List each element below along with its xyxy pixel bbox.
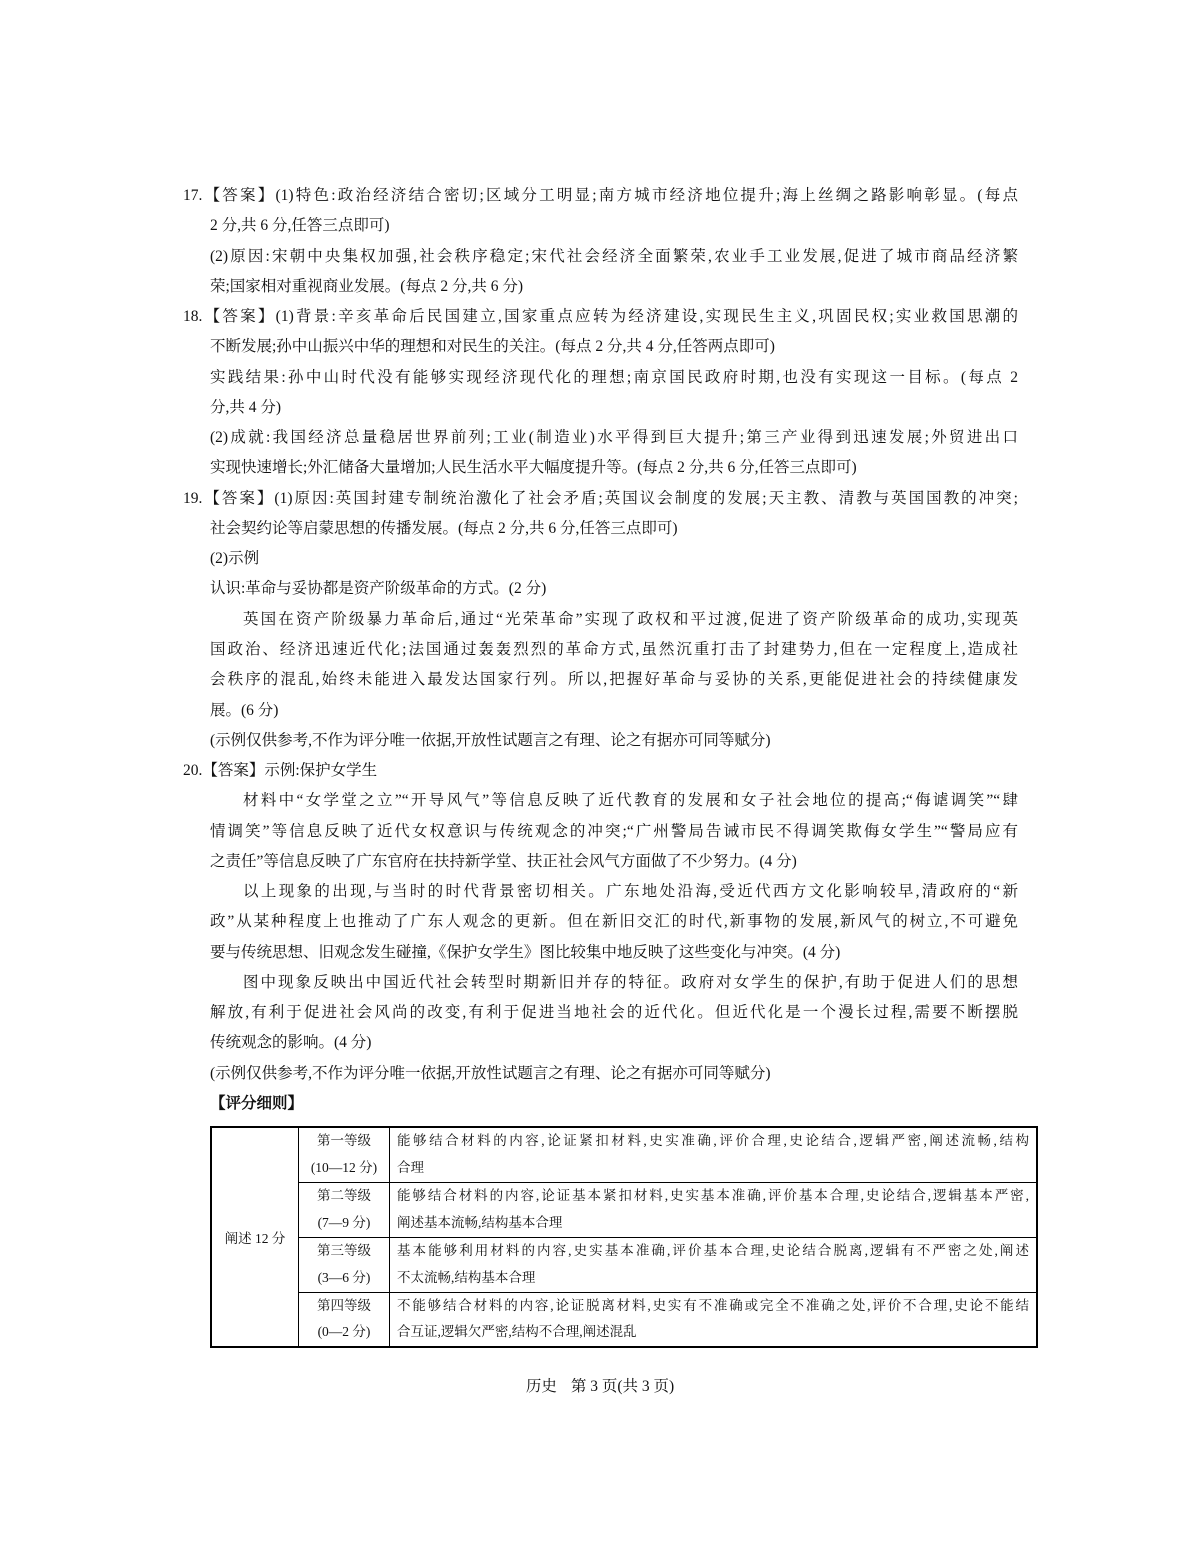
answer-18-line: 实现快速增长;外汇储备大量增加;人民生活水平大幅度提升等。(每点 2 分,共 6 分,任答三点即可) xyxy=(210,459,857,477)
answer-19-line: 英国在资产阶级暴力革命后,通过“光荣革命”实现了政权和平过渡,促进了资产阶级革命的成功,实现英 xyxy=(243,610,1018,628)
answer-20-line: 要与传统思想、旧观念发生碰撞,《保护女学生》图比较集中地反映了这些变化与冲突。(4 分) xyxy=(210,943,841,961)
level-cell xyxy=(299,1182,390,1237)
footer-page-number: 第 3 页(共 3 页) xyxy=(570,1378,675,1395)
level-description-line: 合理 xyxy=(397,1159,424,1175)
answer-19-note: (示例仅供参考,不作为评分唯一依据,开放性试题言之有理、论之有据亦可同等赋分) xyxy=(210,731,771,749)
level-description-line: 不能够结合材料的内容,论证脱离材料,史实有不准确或完全不准确之处,评价不合理,史论不能结 xyxy=(397,1297,1029,1313)
answer-20-line: 以上现象的出现,与当时的时代背景密切相关。广东地处沿海,受近代西方文化影响较早,清政府的“新 xyxy=(243,883,1018,901)
level-cell xyxy=(299,1237,390,1292)
answer-18-line: 不断发展;孙中山振兴中华的理想和对民生的关注。(每点 2 分,共 4 分,任答两点即可) xyxy=(210,338,775,356)
scoring-category: 阐述 12 分 xyxy=(211,1127,299,1347)
level-description-line: 不太流畅,结构基本合理 xyxy=(397,1269,536,1285)
answer-17-line: 17.【答案】(1)特色:政治经济结合密切;区域分工明显;南方城市经济地位提升;海上丝绸之路影响彰显。(每点 xyxy=(183,187,1018,204)
answer-body xyxy=(0,181,1200,1119)
page-footer xyxy=(0,1374,1200,1400)
level-name: 第三等级 xyxy=(317,1243,371,1258)
level-range: (3—6 分) xyxy=(317,1269,371,1285)
level-description-line: 阐述基本流畅,结构基本合理 xyxy=(397,1214,563,1230)
level-cell xyxy=(299,1292,390,1347)
answer-19-line: 社会契约论等启蒙思想的传播发展。(每点 2 分,共 6 分,任答三点即可) xyxy=(210,519,678,537)
scoring-heading: 【评分细则】 xyxy=(210,1094,304,1112)
level-description xyxy=(390,1237,1038,1292)
level-description xyxy=(390,1292,1038,1347)
scoring-table xyxy=(210,1126,1038,1348)
level-description-line: 能够结合材料的内容,论证基本紧扣材料,史实基本准确,评价基本合理,史论结合,逻辑基本严密, xyxy=(397,1188,1029,1203)
level-name: 第一等级 xyxy=(317,1133,371,1149)
answer-20-line: 政”从某种程度上也推动了广东人观念的更新。但在新旧交汇的时代,新事物的发展,新风气的树立,不可避免 xyxy=(210,913,1018,931)
level-description-line: 能够结合材料的内容,论证紧扣材料,史实准确,评价合理,史论结合,逻辑严密,阐述流畅,结构 xyxy=(397,1133,1029,1149)
level-cell xyxy=(299,1127,390,1182)
answer-18-line: 实践结果:孙中山时代没有能够实现经济现代化的理想;南京国民政府时期,也没有实现这一目标。(每点 2 xyxy=(210,368,1018,386)
answer-19-line: 认识:革命与妥协都是资产阶级革命的方式。(2 分) xyxy=(210,580,547,598)
answer-20-line: 图中现象反映出中国近代社会转型时期新旧并存的特征。政府对女学生的保护,有助于促进人们的思想 xyxy=(243,973,1018,991)
level-range: (10—12 分) xyxy=(310,1159,378,1175)
answer-17-line: 荣;国家相对重视商业发展。(每点 2 分,共 6 分) xyxy=(210,277,524,295)
answer-20-line: 之责任”等信息反映了广东官府在扶持新学堂、扶正社会风气方面做了不少努力。(4 分) xyxy=(210,852,797,870)
level-description-line: 合互证,逻辑欠严密,结构不合理,阐述混乱 xyxy=(397,1324,637,1340)
table-row xyxy=(211,1182,1037,1237)
answer-19-line: 展。(6 分) xyxy=(210,701,279,719)
answer-17-line: (2)原因:宋朝中央集权加强,社会秩序稳定;宋代社会经济全面繁荣,农业手工业发展,促进了城市商品经济繁 xyxy=(210,247,1018,265)
answer-19-line: 19.【答案】(1)原因:英国封建专制统治激化了社会矛盾;英国议会制度的发展;天主教、清教与英国国教的冲突; xyxy=(183,489,1018,507)
answer-18-line: 分,共 4 分) xyxy=(210,398,282,416)
level-name: 第四等级 xyxy=(317,1297,371,1313)
table-row xyxy=(211,1292,1037,1347)
answer-19-line: (2)示例 xyxy=(210,550,260,568)
answer-20-line: 材料中“女学堂之立”“开导风气”等信息反映了近代教育的发展和女子社会地位的提高;“侮谑调笑”“肆 xyxy=(243,792,1018,810)
table-row xyxy=(211,1237,1037,1292)
answer-20-line: 解放,有利于促进社会风尚的改变,有利于促进当地社会的近代化。但近代化是一个漫长过程,需要不断摆脱 xyxy=(210,1004,1018,1022)
footer-subject: 历史 xyxy=(525,1378,557,1395)
answer-20-line: 情调笑”等信息反映了近代女权意识与传统观念的冲突;“广州警局告诫市民不得调笑欺侮女学生”“警局应有 xyxy=(210,822,1018,840)
level-range: (7—9 分) xyxy=(317,1214,371,1230)
answer-20-line: 20.【答案】示例:保护女学生 xyxy=(183,762,378,780)
answer-19-line: 国政治、经济迅速近代化;法国通过轰轰烈烈的革命方式,虽然沉重打击了封建势力,但在一定程度上,造成社 xyxy=(210,640,1018,658)
table-row xyxy=(211,1127,1037,1182)
level-description xyxy=(390,1182,1038,1237)
level-name: 第二等级 xyxy=(317,1188,371,1203)
answer-20-note: (示例仅供参考,不作为评分唯一依据,开放性试题言之有理、论之有据亦可同等赋分) xyxy=(210,1064,771,1082)
level-description xyxy=(390,1127,1038,1182)
answer-17-line: 2 分,共 6 分,任答三点即可) xyxy=(210,217,390,235)
level-range: (0—2 分) xyxy=(317,1324,371,1340)
answer-18-line: (2)成就:我国经济总量稳居世界前列;工业(制造业)水平得到巨大提升;第三产业得到迅速发展;外贸进出口 xyxy=(210,429,1018,447)
answer-20-line: 传统观念的影响。(4 分) xyxy=(210,1034,372,1052)
answer-18-line: 18.【答案】(1)背景:辛亥革命后民国建立,国家重点应转为经济建设,实现民生主义,巩固民权;实业救国思潮的 xyxy=(183,308,1018,326)
answer-19-line: 会秩序的混乱,始终未能进入最发达国家行列。所以,把握好革命与妥协的关系,更能促进社会的持续健康发 xyxy=(210,671,1018,689)
level-description-line: 基本能够利用材料的内容,史实基本准确,评价基本合理,史论结合脱离,逻辑有不严密之处,阐述 xyxy=(397,1243,1029,1258)
